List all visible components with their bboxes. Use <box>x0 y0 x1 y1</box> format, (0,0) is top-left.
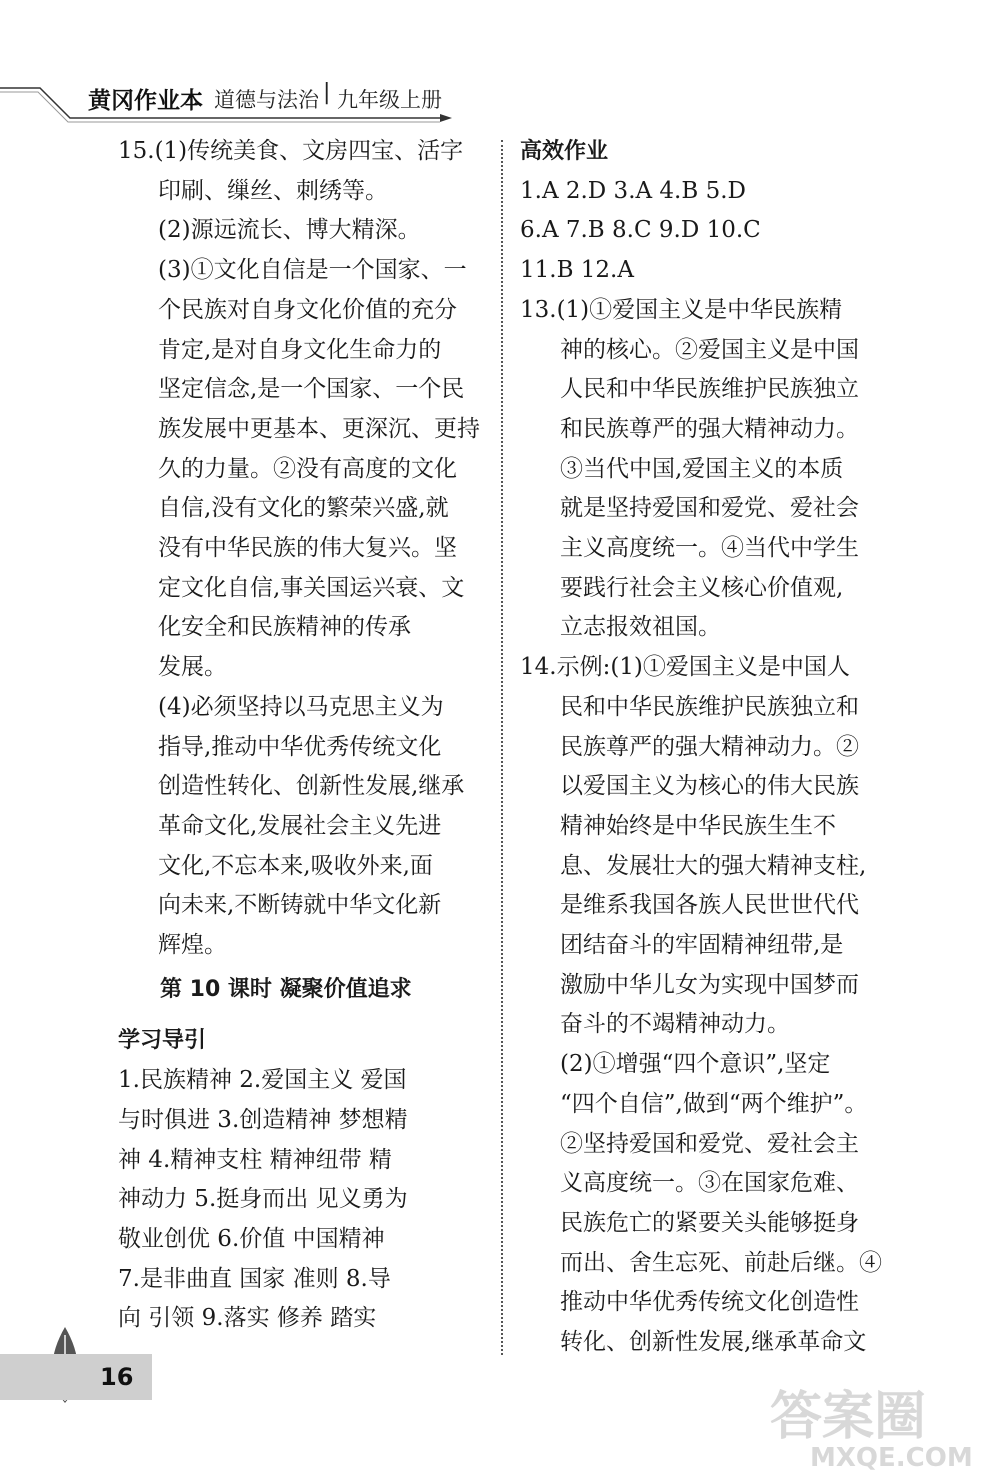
grade-volume: 九年级上册 <box>337 88 442 112</box>
q15-line: 久的力量。②没有高度的文化 <box>158 455 457 482</box>
q15-line: 定文化自信,事关国运兴衰、文 <box>158 574 465 601</box>
section-heading-study-guide: 学习导引 <box>118 1028 207 1054</box>
q14-line: 团结奋斗的牢固精神纽带,是 <box>560 932 844 959</box>
q13-line: 主义高度统一。④当代中学生 <box>560 535 859 562</box>
q15-line: 坚定信念,是一个国家、一个民 <box>158 376 465 403</box>
q15-line: 指导,推动中华优秀传统文化 <box>158 733 442 760</box>
page-number: 16 <box>100 1363 134 1391</box>
q14-line: 民族尊严的强大精神动力。② <box>560 733 859 760</box>
q15-line: 族发展中更基本、更深沉、更持 <box>158 415 480 442</box>
q15-line: 革命文化,发展社会主义先进 <box>158 812 442 839</box>
subject-name: 道德与法治 <box>214 88 319 112</box>
right-column <box>520 132 892 1363</box>
q14-line: 民和中华民族维护民族独立和 <box>560 693 859 720</box>
guide-line: 神动力 5.挺身而出 见义勇为 <box>118 1186 408 1213</box>
running-header <box>0 0 1000 125</box>
q14-line: 是维系我国各族人民世世代代 <box>560 892 859 919</box>
q13-line: 立志报效祖国。 <box>560 614 721 641</box>
q14-line: 14.示例:(1)①爱国主义是中国人 <box>520 654 850 681</box>
answer-line: 6.A 7.B 8.C 9.D 10.C <box>520 217 761 244</box>
q13-line: 13.(1)①爱国主义是中华民族精 <box>520 296 843 323</box>
answer-line: 11.B 12.A <box>520 257 634 284</box>
watermark <box>770 1387 973 1473</box>
q14-line: “四个自信”,做到“两个维护”。 <box>560 1090 868 1117</box>
guide-line: 敬业创优 6.价值 中国精神 <box>118 1225 385 1252</box>
q15-line: 化安全和民族精神的传承 <box>158 614 411 641</box>
answer-line: 1.A 2.D 3.A 4.B 5.D <box>520 177 746 204</box>
q14-line: 转化、创新性发展,继承革命文 <box>560 1329 867 1356</box>
header-separator: | <box>323 80 331 105</box>
q14-line: 义高度统一。③在国家危难、 <box>560 1170 859 1197</box>
q14-line: 而出、舍生忘死、前赴后继。④ <box>560 1249 882 1276</box>
q15-line: 发展。 <box>158 654 227 681</box>
q15-line: 个民族对自身文化价值的充分 <box>158 296 457 323</box>
q15-line: 自信,没有文化的繁荣兴盛,就 <box>158 495 449 522</box>
q15-line: 创造性转化、创新性发展,继承 <box>158 773 465 800</box>
q14-line: 精神始终是中华民族生生不 <box>560 812 836 839</box>
q15-line: 向未来,不断铸就中华文化新 <box>158 892 442 919</box>
q14-line: 息、发展壮大的强大精神支柱, <box>560 852 867 879</box>
q13-line: 要践行社会主义核心价值观, <box>560 574 844 601</box>
q14-line: 奋斗的不竭精神动力。 <box>560 1011 790 1038</box>
guide-line: 与时俱进 3.创造精神 梦想精 <box>118 1106 408 1133</box>
q15-line: 15.(1)传统美食、文房四宝、活字 <box>118 138 464 164</box>
q13-line: 和民族尊严的强大精神动力。 <box>560 415 859 442</box>
column-divider <box>501 140 503 1355</box>
q14-line: 推动中华优秀传统文化创造性 <box>560 1289 859 1316</box>
q13-line: ③当代中国,爱国主义的本质 <box>560 455 844 482</box>
q15-line: 没有中华民族的伟大复兴。坚 <box>158 535 457 562</box>
q15-line: 印刷、缫丝、刺绣等。 <box>158 177 388 204</box>
q14-line: 民族危亡的紧要关头能够挺身 <box>560 1209 859 1236</box>
guide-line: 神 4.精神支柱 精神纽带 精 <box>118 1146 392 1173</box>
book-brand: 黄冈作业本 <box>88 88 203 114</box>
q15-line: 辉煌。 <box>158 932 227 959</box>
guide-line: 1.民族精神 2.爱国主义 爱国 <box>118 1067 407 1094</box>
guide-line: 7.是非曲直 国家 准则 8.导 <box>118 1265 391 1292</box>
q14-line: 以爱国主义为核心的伟大民族 <box>560 773 859 800</box>
q13-line: 神的核心。②爱国主义是中国 <box>560 336 859 363</box>
section-heading-homework: 高效作业 <box>520 139 609 164</box>
lesson-title: 第 10 课时 凝聚价值追求 <box>160 976 412 1002</box>
q14-line: 激励中华儿女为实现中国梦而 <box>560 971 859 998</box>
q13-line: 人民和中华民族维护民族独立 <box>560 376 859 403</box>
guide-line: 向 引领 9.落实 修养 踏实 <box>118 1305 377 1332</box>
left-column <box>118 132 490 1339</box>
q15-line: 肯定,是对自身文化生命力的 <box>158 336 442 363</box>
q15-line: 文化,不忘本来,吸收外来,面 <box>158 852 433 879</box>
q14-line: ②坚持爱国和爱党、爱社会主 <box>560 1130 859 1157</box>
q15-line: (4)必须坚持以马克思主义为 <box>158 693 444 720</box>
q15-line: (3)①文化自信是一个国家、一 <box>158 257 467 284</box>
page-number-tab <box>0 1354 152 1400</box>
watermark-title: 答案圈 <box>770 1387 927 1447</box>
watermark-url: MXQE.COM <box>810 1443 973 1473</box>
q14-line: (2)①增强“四个意识”,坚定 <box>560 1051 831 1078</box>
q15-line: (2)源远流长、博大精深。 <box>158 217 421 244</box>
q13-line: 就是坚持爱国和爱党、爱社会 <box>560 495 859 522</box>
